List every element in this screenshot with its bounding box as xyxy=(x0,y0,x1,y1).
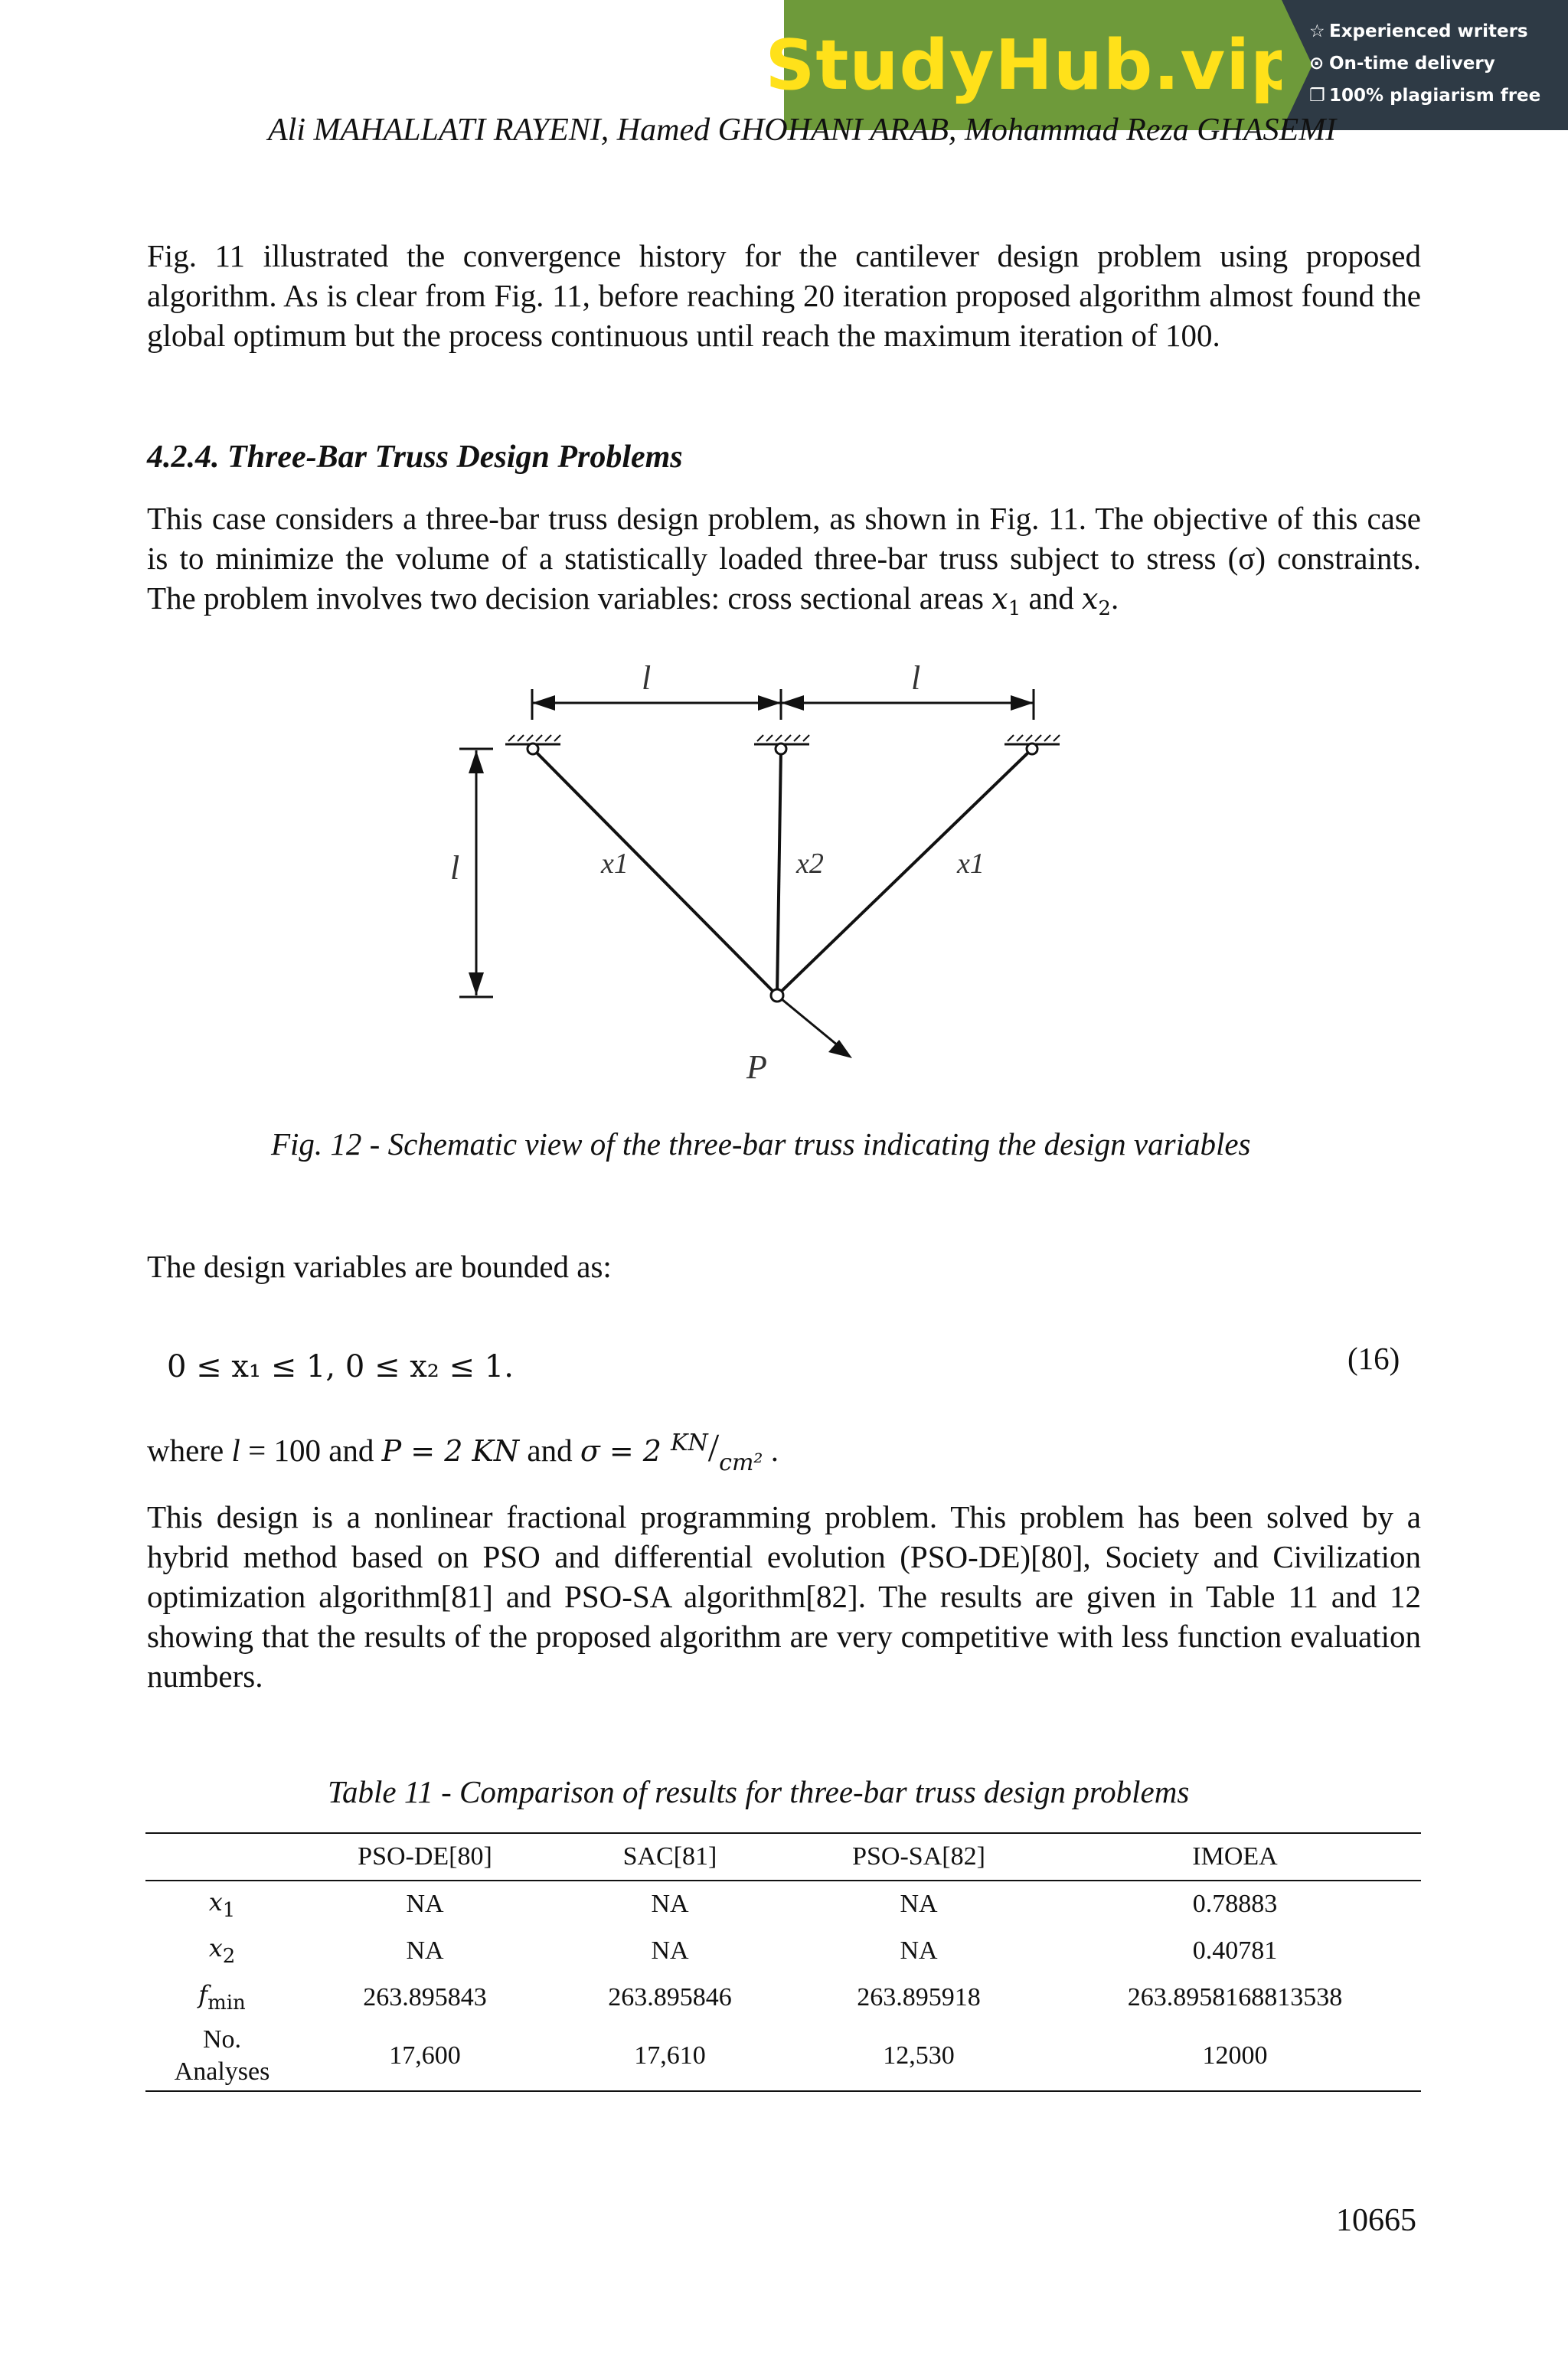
row-label-x2: $x_2$ xyxy=(208,1933,236,1968)
document-icon: ❐ xyxy=(1309,86,1325,106)
table-row: $x_2$ NA NA NA 0.40781 xyxy=(145,1927,1421,1974)
load-arrow xyxy=(777,995,842,1049)
bar-left xyxy=(533,749,777,995)
equation-number: (16) xyxy=(1348,1341,1400,1376)
node-bottom xyxy=(771,989,783,1002)
brand-name: StudyHub.vip xyxy=(765,25,1301,106)
math-x2: $x_2$ xyxy=(1081,582,1111,620)
banner-arrow-shape xyxy=(1282,0,1312,130)
promo-banner-logo[interactable] xyxy=(765,0,1301,130)
label-span-right: l xyxy=(911,659,921,697)
label-span-left: l xyxy=(642,659,652,697)
feature-experienced-writers: ☆ Experienced writers xyxy=(1309,21,1528,41)
label-height: l xyxy=(450,849,460,887)
col-pso-de: PSO-DE[80] xyxy=(299,1833,551,1881)
col-sac: SAC[81] xyxy=(551,1833,789,1881)
pin-middle xyxy=(776,743,786,754)
star-icon: ☆ xyxy=(1309,21,1325,41)
bounds-intro: The design variables are bounded as: xyxy=(147,1249,612,1284)
label-bar-right: x1 xyxy=(957,848,985,880)
table-caption: Table 11 - Comparison of results for three-bar truss design problems xyxy=(328,1774,1190,1809)
col-pso-sa: PSO-SA[82] xyxy=(789,1833,1049,1881)
equation-16: 0 ≤ x₁ ≤ 1, 0 ≤ x₂ ≤ 1. xyxy=(167,1349,514,1384)
table-row: $f_{min}$ 263.895843 263.895846 263.895918 263.8958168813538 xyxy=(145,1974,1421,2021)
label-load: P xyxy=(746,1048,767,1086)
clock-icon: ⊙ xyxy=(1309,54,1325,74)
bar-middle xyxy=(777,749,781,995)
row-label-analyses: No. Analyses xyxy=(145,2021,299,2091)
label-bar-left: x1 xyxy=(601,848,629,880)
math-x1: $x_1$ xyxy=(991,582,1021,620)
label-bar-middle: x2 xyxy=(796,848,824,880)
results-table xyxy=(145,1832,1421,2092)
row-label-fmin: $f_{min}$ xyxy=(198,1980,246,2015)
pin-left xyxy=(528,743,538,754)
paragraph-convergence: Fig. 11 illustrated the convergence history for the cantilever design problem using proposed algorithm. As is clear from Fig. 11, before reaching 20 iteration proposed algorithm almost found the global optimum but the process continuous until reach the maximum iteration of 100. xyxy=(147,238,1421,353)
paragraph-truss-intro: This case considers a three-bar truss design problem, as shown in Fig. 11. The objective of this case is to minimize the volume of a statistically loaded three-bar truss subject to stress (σ) constraints. The problem involves two decision variables: cross sectional areas $x_1$ and $x_2$. xyxy=(147,501,1421,620)
page-number: 10665 xyxy=(1336,2203,1416,2238)
table-row: No. Analyses 17,600 17,610 12,530 12000 xyxy=(145,2021,1421,2091)
table-row: $x_1$ NA NA NA 0.78883 xyxy=(145,1881,1421,1927)
paragraph-results: This design is a nonlinear fractional programming problem. This problem has been solved by a hybrid method based on PSO and differential evolution (PSO-DE)[80], Society and Civilization optimization algorithm[81] and PSO-SA algorithm[82]. The results are given in Table 11 and 12 showing that the results of the proposed algorithm are very competitive with less function evaluation numbers. xyxy=(147,1499,1421,1694)
truss-figure xyxy=(429,659,1118,1087)
figure-caption: Fig. 12 - Schematic view of the three-bar truss indicating the design variables xyxy=(271,1126,1251,1162)
running-header: Ali MAHALLATI RAYENI, Hamed GHOHANI ARAB, Mohammad Reza GHASEMI xyxy=(268,113,1337,148)
feature-on-time-delivery: ⊙ On-time delivery xyxy=(1309,54,1495,74)
pin-right xyxy=(1027,743,1037,754)
parameter-definitions: where l = 100 and P = 2 KN and σ = 2 $^{KN}/_{cm^2}$ . xyxy=(147,1427,779,1476)
table-header-row xyxy=(145,1833,1421,1881)
row-label-x1: $x_1$ xyxy=(208,1887,236,1922)
feature-plagiarism-free: ❐ 100% plagiarism free xyxy=(1309,86,1541,106)
col-imoea: IMOEA xyxy=(1049,1833,1421,1881)
section-heading: 4.2.4. Three-Bar Truss Design Problems xyxy=(147,440,683,475)
